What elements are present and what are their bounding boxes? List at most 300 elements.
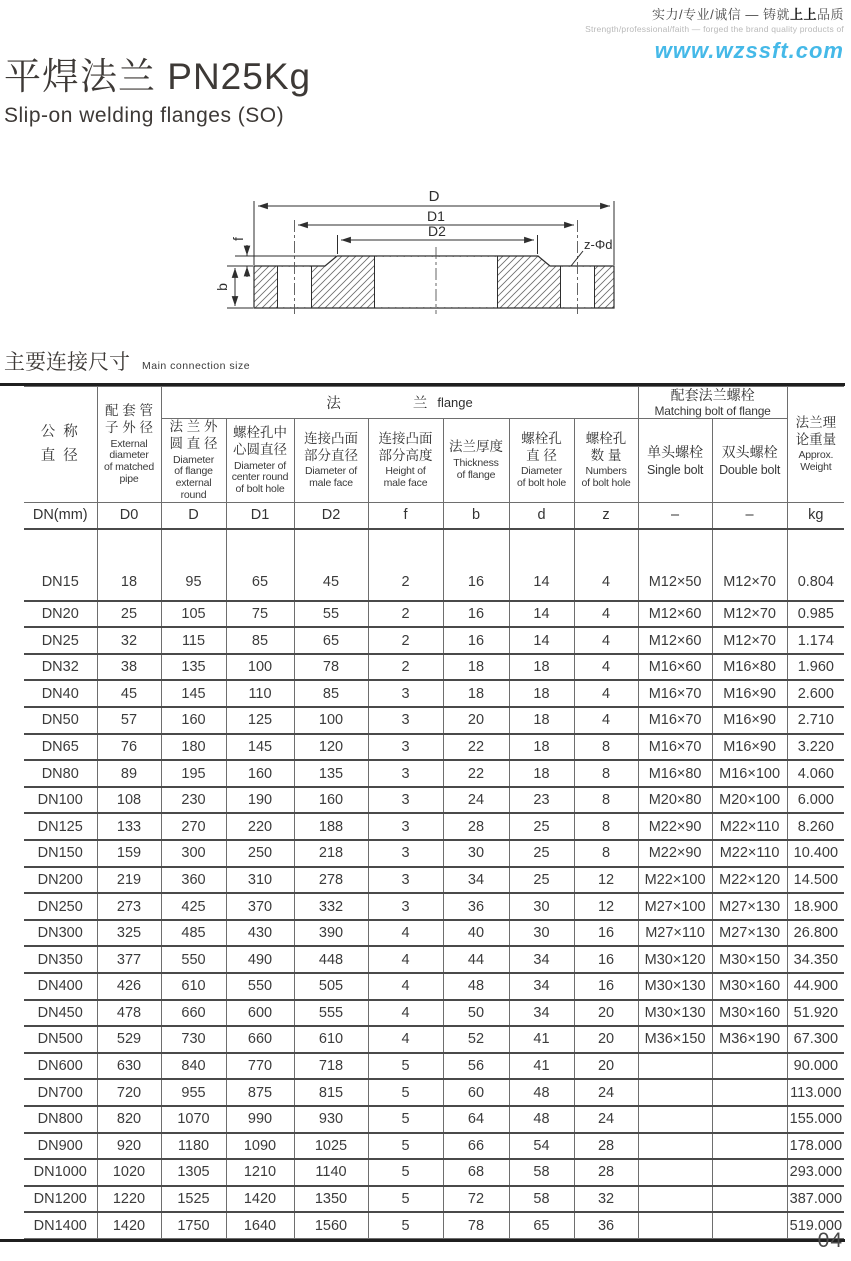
table-cell: M12×50	[638, 529, 712, 601]
table-cell	[712, 1106, 787, 1133]
table-cell: 16	[443, 529, 509, 601]
table-cell: 125	[226, 707, 294, 734]
table-cell: 3	[368, 893, 443, 920]
table-cell: M20×80	[638, 787, 712, 814]
dim-label-z-phi-d: z-Φd	[584, 237, 613, 252]
table-cell: 5	[368, 1053, 443, 1080]
page-number: 04	[817, 1229, 843, 1252]
table-cell: M12×70	[712, 627, 787, 654]
table-cell: 230	[161, 787, 226, 814]
table-cell: 3	[368, 787, 443, 814]
table-cell: 3	[368, 680, 443, 707]
col-header-pipe-outer-diameter: 配 套 管 子 外 径 External diameter of matched pipe	[97, 387, 161, 503]
table-cell: 1750	[161, 1212, 226, 1238]
col-header-male-face-diameter: 连接凸面 部分直径 Diameter of male face	[294, 418, 368, 502]
table-cell: 6.000	[787, 787, 844, 814]
table-cell: 20	[574, 1053, 638, 1080]
table-cell: 2.710	[787, 707, 844, 734]
table-cell: M12×60	[638, 627, 712, 654]
table-cell: 250	[226, 840, 294, 867]
table-cell: 85	[294, 680, 368, 707]
table-cell: 50	[443, 1000, 509, 1027]
row-dn-label: DN1000	[24, 1159, 97, 1186]
table-cell: 8.260	[787, 813, 844, 840]
flange-table-body	[24, 529, 844, 1239]
table-cell: 387.000	[787, 1186, 844, 1213]
row-dn-label: DN250	[24, 893, 97, 920]
table-cell	[638, 1186, 712, 1213]
table-cell: 85	[226, 627, 294, 654]
table-cell: 660	[161, 1000, 226, 1027]
table-cell: 25	[97, 601, 161, 628]
table-cell: 4	[368, 1026, 443, 1053]
table-cell: 273	[97, 893, 161, 920]
table-cell: 5	[368, 1079, 443, 1106]
symbol-double-bolt-dash: –	[712, 502, 787, 529]
table-cell: 159	[97, 840, 161, 867]
slogan-english: Strength/professional/faith — forged the brand quality products of	[585, 24, 844, 34]
table-cell: 113.000	[787, 1079, 844, 1106]
table-cell: 1.960	[787, 654, 844, 681]
slogan-chinese: 实力/专业/诚信 — 铸就上上品质	[652, 7, 844, 22]
table-cell	[638, 1079, 712, 1106]
dim-label-D: D	[428, 188, 440, 205]
table-cell: 45	[294, 529, 368, 601]
symbol-z: z	[574, 502, 638, 529]
table-cell: 430	[226, 920, 294, 947]
table-cell: M12×60	[638, 601, 712, 628]
table-cell: 8	[574, 760, 638, 787]
table-cell: 550	[161, 946, 226, 973]
table-cell: M16×90	[712, 680, 787, 707]
table-cell: 25	[509, 840, 574, 867]
col-header-bolt-circle-diameter: 螺栓孔中 心圆直径 Diameter of center round of bolt hole	[226, 418, 294, 502]
section-heading	[4, 346, 250, 376]
table-cell: 18	[509, 707, 574, 734]
table-cell: 920	[97, 1133, 161, 1160]
table-cell: 0.985	[787, 601, 844, 628]
row-dn-label: DN900	[24, 1133, 97, 1160]
title-block	[4, 46, 311, 128]
table-row	[24, 529, 844, 601]
table-cell: 875	[226, 1079, 294, 1106]
table-cell: 10.400	[787, 840, 844, 867]
table-cell: 18	[443, 680, 509, 707]
table-cell: 120	[294, 734, 368, 761]
table-cell: 160	[226, 760, 294, 787]
table-cell: 133	[97, 813, 161, 840]
table-row	[24, 601, 844, 628]
table-cell: 44.900	[787, 973, 844, 1000]
table-cell: 16	[443, 627, 509, 654]
table-cell	[712, 1053, 787, 1080]
table-cell: 78	[443, 1212, 509, 1238]
table-cell: 44	[443, 946, 509, 973]
col-header-nominal-diameter: 公 称 直 径	[24, 387, 97, 503]
table-cell: M16×80	[712, 654, 787, 681]
table-cell: 23	[509, 787, 574, 814]
table-cell: 51.920	[787, 1000, 844, 1027]
table-cell: M22×90	[638, 840, 712, 867]
table-cell: 5	[368, 1106, 443, 1133]
table-cell: 4	[574, 654, 638, 681]
table-cell	[712, 1133, 787, 1160]
table-cell: 505	[294, 973, 368, 1000]
table-cell: 377	[97, 946, 161, 973]
table-cell: 815	[294, 1079, 368, 1106]
table-cell: 4	[574, 680, 638, 707]
row-dn-label: DN100	[24, 787, 97, 814]
table-cell: 188	[294, 813, 368, 840]
table-row	[24, 1026, 844, 1053]
table-row	[24, 920, 844, 947]
table-cell: 56	[443, 1053, 509, 1080]
table-row	[24, 654, 844, 681]
table-cell: 34	[509, 1000, 574, 1027]
table-cell: 135	[161, 654, 226, 681]
table-cell: 610	[294, 1026, 368, 1053]
table-cell: 65	[509, 1212, 574, 1238]
table-cell: 660	[226, 1026, 294, 1053]
table-cell: 36	[574, 1212, 638, 1238]
table-cell: 105	[161, 601, 226, 628]
table-cell: 28	[574, 1159, 638, 1186]
symbol-dn: DN(mm)	[24, 502, 97, 529]
table-cell: 5	[368, 1133, 443, 1160]
group-header-flange: 法 兰 flange	[161, 387, 638, 419]
table-cell: 1525	[161, 1186, 226, 1213]
row-dn-label: DN65	[24, 734, 97, 761]
table-cell: M27×130	[712, 893, 787, 920]
table-cell: M16×70	[638, 734, 712, 761]
row-dn-label: DN50	[24, 707, 97, 734]
table-cell: 2.600	[787, 680, 844, 707]
table-row	[24, 1079, 844, 1106]
symbol-d: d	[509, 502, 574, 529]
table-cell: 519.000	[787, 1212, 844, 1238]
connection-size-table	[24, 386, 844, 1239]
table-cell: M16×70	[638, 707, 712, 734]
table-cell: M20×100	[712, 787, 787, 814]
table-cell: 293.000	[787, 1159, 844, 1186]
table-cell	[638, 1106, 712, 1133]
table-cell: 3	[368, 760, 443, 787]
table-cell: 14	[509, 601, 574, 628]
table-cell: 90.000	[787, 1053, 844, 1080]
section-heading-en: Main connection size	[142, 360, 251, 372]
table-cell: 115	[161, 627, 226, 654]
table-cell: M22×110	[712, 813, 787, 840]
table-cell: M22×90	[638, 813, 712, 840]
symbol-d1: D1	[226, 502, 294, 529]
row-dn-label: DN40	[24, 680, 97, 707]
table-cell: 28	[443, 813, 509, 840]
table-cell: 485	[161, 920, 226, 947]
table-cell: M16×90	[712, 707, 787, 734]
table-row	[24, 1186, 844, 1213]
table-cell: 332	[294, 893, 368, 920]
table-cell: 65	[294, 627, 368, 654]
table-cell: 66	[443, 1133, 509, 1160]
table-cell: 370	[226, 893, 294, 920]
table-cell: 54	[509, 1133, 574, 1160]
table-row	[24, 973, 844, 1000]
table-cell: 730	[161, 1026, 226, 1053]
table-cell: 110	[226, 680, 294, 707]
table-cell: 12	[574, 867, 638, 894]
table-cell: 1180	[161, 1133, 226, 1160]
table-cell: 1140	[294, 1159, 368, 1186]
table-cell: 67.300	[787, 1026, 844, 1053]
flange-drawing	[205, 183, 655, 320]
row-dn-label: DN350	[24, 946, 97, 973]
table-cell: 955	[161, 1079, 226, 1106]
table-cell: 32	[574, 1186, 638, 1213]
table-cell: 145	[226, 734, 294, 761]
table-cell: 145	[161, 680, 226, 707]
table-cell: 18	[97, 529, 161, 601]
table-cell: 3	[368, 840, 443, 867]
table-cell: 78	[294, 654, 368, 681]
table-cell	[638, 1133, 712, 1160]
table-cell: 4.060	[787, 760, 844, 787]
table-row	[24, 1212, 844, 1238]
dim-b	[227, 268, 253, 308]
table-row	[24, 1133, 844, 1160]
connection-size-table-wrap	[0, 383, 845, 1242]
branding-block	[585, 4, 844, 64]
table-cell: 64	[443, 1106, 509, 1133]
table-cell: 555	[294, 1000, 368, 1027]
row-dn-label: DN300	[24, 920, 97, 947]
table-cell: 220	[226, 813, 294, 840]
table-row	[24, 734, 844, 761]
table-cell: M12×70	[712, 529, 787, 601]
website-url: www.wzssft.com	[654, 38, 844, 63]
table-cell: 135	[294, 760, 368, 787]
table-cell: 16	[443, 601, 509, 628]
symbol-d2: D2	[294, 502, 368, 529]
dim-label-f: f	[230, 237, 246, 241]
table-cell: 24	[443, 787, 509, 814]
table-cell	[712, 1186, 787, 1213]
table-row	[24, 707, 844, 734]
table-cell: M27×130	[712, 920, 787, 947]
row-dn-label: DN600	[24, 1053, 97, 1080]
table-cell: 930	[294, 1106, 368, 1133]
table-cell: 5	[368, 1212, 443, 1238]
row-dn-label: DN200	[24, 867, 97, 894]
table-cell: 41	[509, 1026, 574, 1053]
table-cell: 180	[161, 734, 226, 761]
table-cell: 45	[97, 680, 161, 707]
table-cell: 1220	[97, 1186, 161, 1213]
table-cell: M30×160	[712, 1000, 787, 1027]
table-cell: 48	[509, 1079, 574, 1106]
table-cell	[638, 1053, 712, 1080]
table-cell: 270	[161, 813, 226, 840]
row-dn-label: DN125	[24, 813, 97, 840]
table-cell: 1070	[161, 1106, 226, 1133]
table-cell: 34.350	[787, 946, 844, 973]
table-cell: 278	[294, 867, 368, 894]
table-cell: 8	[574, 734, 638, 761]
table-cell: 16	[574, 973, 638, 1000]
table-cell: M12×70	[712, 601, 787, 628]
table-cell: 8	[574, 787, 638, 814]
table-cell: 550	[226, 973, 294, 1000]
table-cell	[638, 1212, 712, 1238]
table-cell: 12	[574, 893, 638, 920]
table-cell: 300	[161, 840, 226, 867]
table-row	[24, 867, 844, 894]
table-cell: 72	[443, 1186, 509, 1213]
col-header-approx-weight: 法兰理 论重量 Approx. Weight	[787, 387, 844, 503]
page-title: 平焊法兰 PN25Kg	[4, 56, 312, 97]
group-header-matching-bolt: 配套法兰螺栓 Matching bolt of flange	[638, 387, 787, 419]
table-cell: 26.800	[787, 920, 844, 947]
table-cell: 16	[574, 920, 638, 947]
table-cell: M27×100	[638, 893, 712, 920]
table-cell: 34	[509, 946, 574, 973]
table-cell: 160	[161, 707, 226, 734]
row-dn-label: DN400	[24, 973, 97, 1000]
table-cell: 95	[161, 529, 226, 601]
row-dn-label: DN25	[24, 627, 97, 654]
table-cell: M30×120	[638, 946, 712, 973]
table-cell: 55	[294, 601, 368, 628]
table-cell: 3	[368, 813, 443, 840]
table-cell: 48	[509, 1106, 574, 1133]
table-cell: M16×90	[712, 734, 787, 761]
table-cell: 58	[509, 1186, 574, 1213]
table-cell: 1020	[97, 1159, 161, 1186]
table-cell: M22×120	[712, 867, 787, 894]
table-cell: 448	[294, 946, 368, 973]
table-cell: 34	[509, 973, 574, 1000]
table-cell: 58	[509, 1159, 574, 1186]
table-cell: 190	[226, 787, 294, 814]
table-cell: 1420	[97, 1212, 161, 1238]
table-cell: 990	[226, 1106, 294, 1133]
table-cell: M16×100	[712, 760, 787, 787]
col-header-bolt-hole-diameter: 螺栓孔 直 径 Diameter of bolt hole	[509, 418, 574, 502]
table-cell: 5	[368, 1186, 443, 1213]
table-cell: 2	[368, 601, 443, 628]
table-cell: 360	[161, 867, 226, 894]
table-cell: 38	[97, 654, 161, 681]
table-cell: 18	[509, 680, 574, 707]
table-cell	[712, 1212, 787, 1238]
table-cell: 25	[509, 867, 574, 894]
table-cell: 5	[368, 1159, 443, 1186]
table-cell: 1210	[226, 1159, 294, 1186]
table-cell: M16×80	[638, 760, 712, 787]
table-cell: 22	[443, 734, 509, 761]
table-cell: 840	[161, 1053, 226, 1080]
table-cell: 718	[294, 1053, 368, 1080]
table-cell: 30	[509, 893, 574, 920]
table-cell: 68	[443, 1159, 509, 1186]
row-dn-label: DN15	[24, 529, 97, 601]
table-cell: 600	[226, 1000, 294, 1027]
table-cell: 178.000	[787, 1133, 844, 1160]
table-cell: 40	[443, 920, 509, 947]
row-dn-label: DN20	[24, 601, 97, 628]
table-cell: 390	[294, 920, 368, 947]
table-cell: 65	[226, 529, 294, 601]
col-header-double-bolt: 双头螺栓 Double bolt	[712, 418, 787, 502]
table-row	[24, 1106, 844, 1133]
table-cell: 89	[97, 760, 161, 787]
symbol-d-cap: D	[161, 502, 226, 529]
table-cell: 41	[509, 1053, 574, 1080]
table-cell: 20	[574, 1026, 638, 1053]
table-cell: 1305	[161, 1159, 226, 1186]
table-cell: 18	[509, 654, 574, 681]
dim-label-b: b	[214, 283, 230, 291]
table-cell: 195	[161, 760, 226, 787]
table-row	[24, 1159, 844, 1186]
table-cell: 4	[574, 529, 638, 601]
table-cell: 18.900	[787, 893, 844, 920]
section-heading-cn: 主要连接尺寸	[4, 351, 130, 374]
bolt-callout-leader	[571, 251, 583, 266]
table-group-header-row	[24, 387, 844, 419]
table-cell: 16	[574, 946, 638, 973]
table-cell: 100	[294, 707, 368, 734]
table-cell: 14	[509, 627, 574, 654]
table-cell: M30×150	[712, 946, 787, 973]
table-cell: 24	[574, 1079, 638, 1106]
table-cell: M36×190	[712, 1026, 787, 1053]
table-cell: 18	[443, 654, 509, 681]
table-row	[24, 1053, 844, 1080]
row-dn-label: DN80	[24, 760, 97, 787]
table-cell: 478	[97, 1000, 161, 1027]
table-cell: 1090	[226, 1133, 294, 1160]
table-row	[24, 680, 844, 707]
table-cell: M22×100	[638, 867, 712, 894]
table-cell: 20	[574, 1000, 638, 1027]
table-cell: 1560	[294, 1212, 368, 1238]
table-cell: M16×70	[638, 680, 712, 707]
table-cell: 4	[368, 946, 443, 973]
table-cell: 425	[161, 893, 226, 920]
symbol-b: b	[443, 502, 509, 529]
table-cell: 25	[509, 813, 574, 840]
table-cell: 18	[509, 760, 574, 787]
table-cell: 108	[97, 787, 161, 814]
table-cell: 218	[294, 840, 368, 867]
table-cell: 490	[226, 946, 294, 973]
table-cell: M36×150	[638, 1026, 712, 1053]
table-row	[24, 840, 844, 867]
table-cell: 325	[97, 920, 161, 947]
table-cell	[712, 1079, 787, 1106]
table-cell: 2	[368, 627, 443, 654]
table-cell: 60	[443, 1079, 509, 1106]
table-cell: 610	[161, 973, 226, 1000]
col-header-male-face-height: 连接凸面 部分高度 Height of male face	[368, 418, 443, 502]
symbol-kg: kg	[787, 502, 844, 529]
table-cell: 28	[574, 1133, 638, 1160]
table-row	[24, 946, 844, 973]
table-cell: 20	[443, 707, 509, 734]
table-cell: 1420	[226, 1186, 294, 1213]
table-cell: 160	[294, 787, 368, 814]
table-cell: 0.804	[787, 529, 844, 601]
